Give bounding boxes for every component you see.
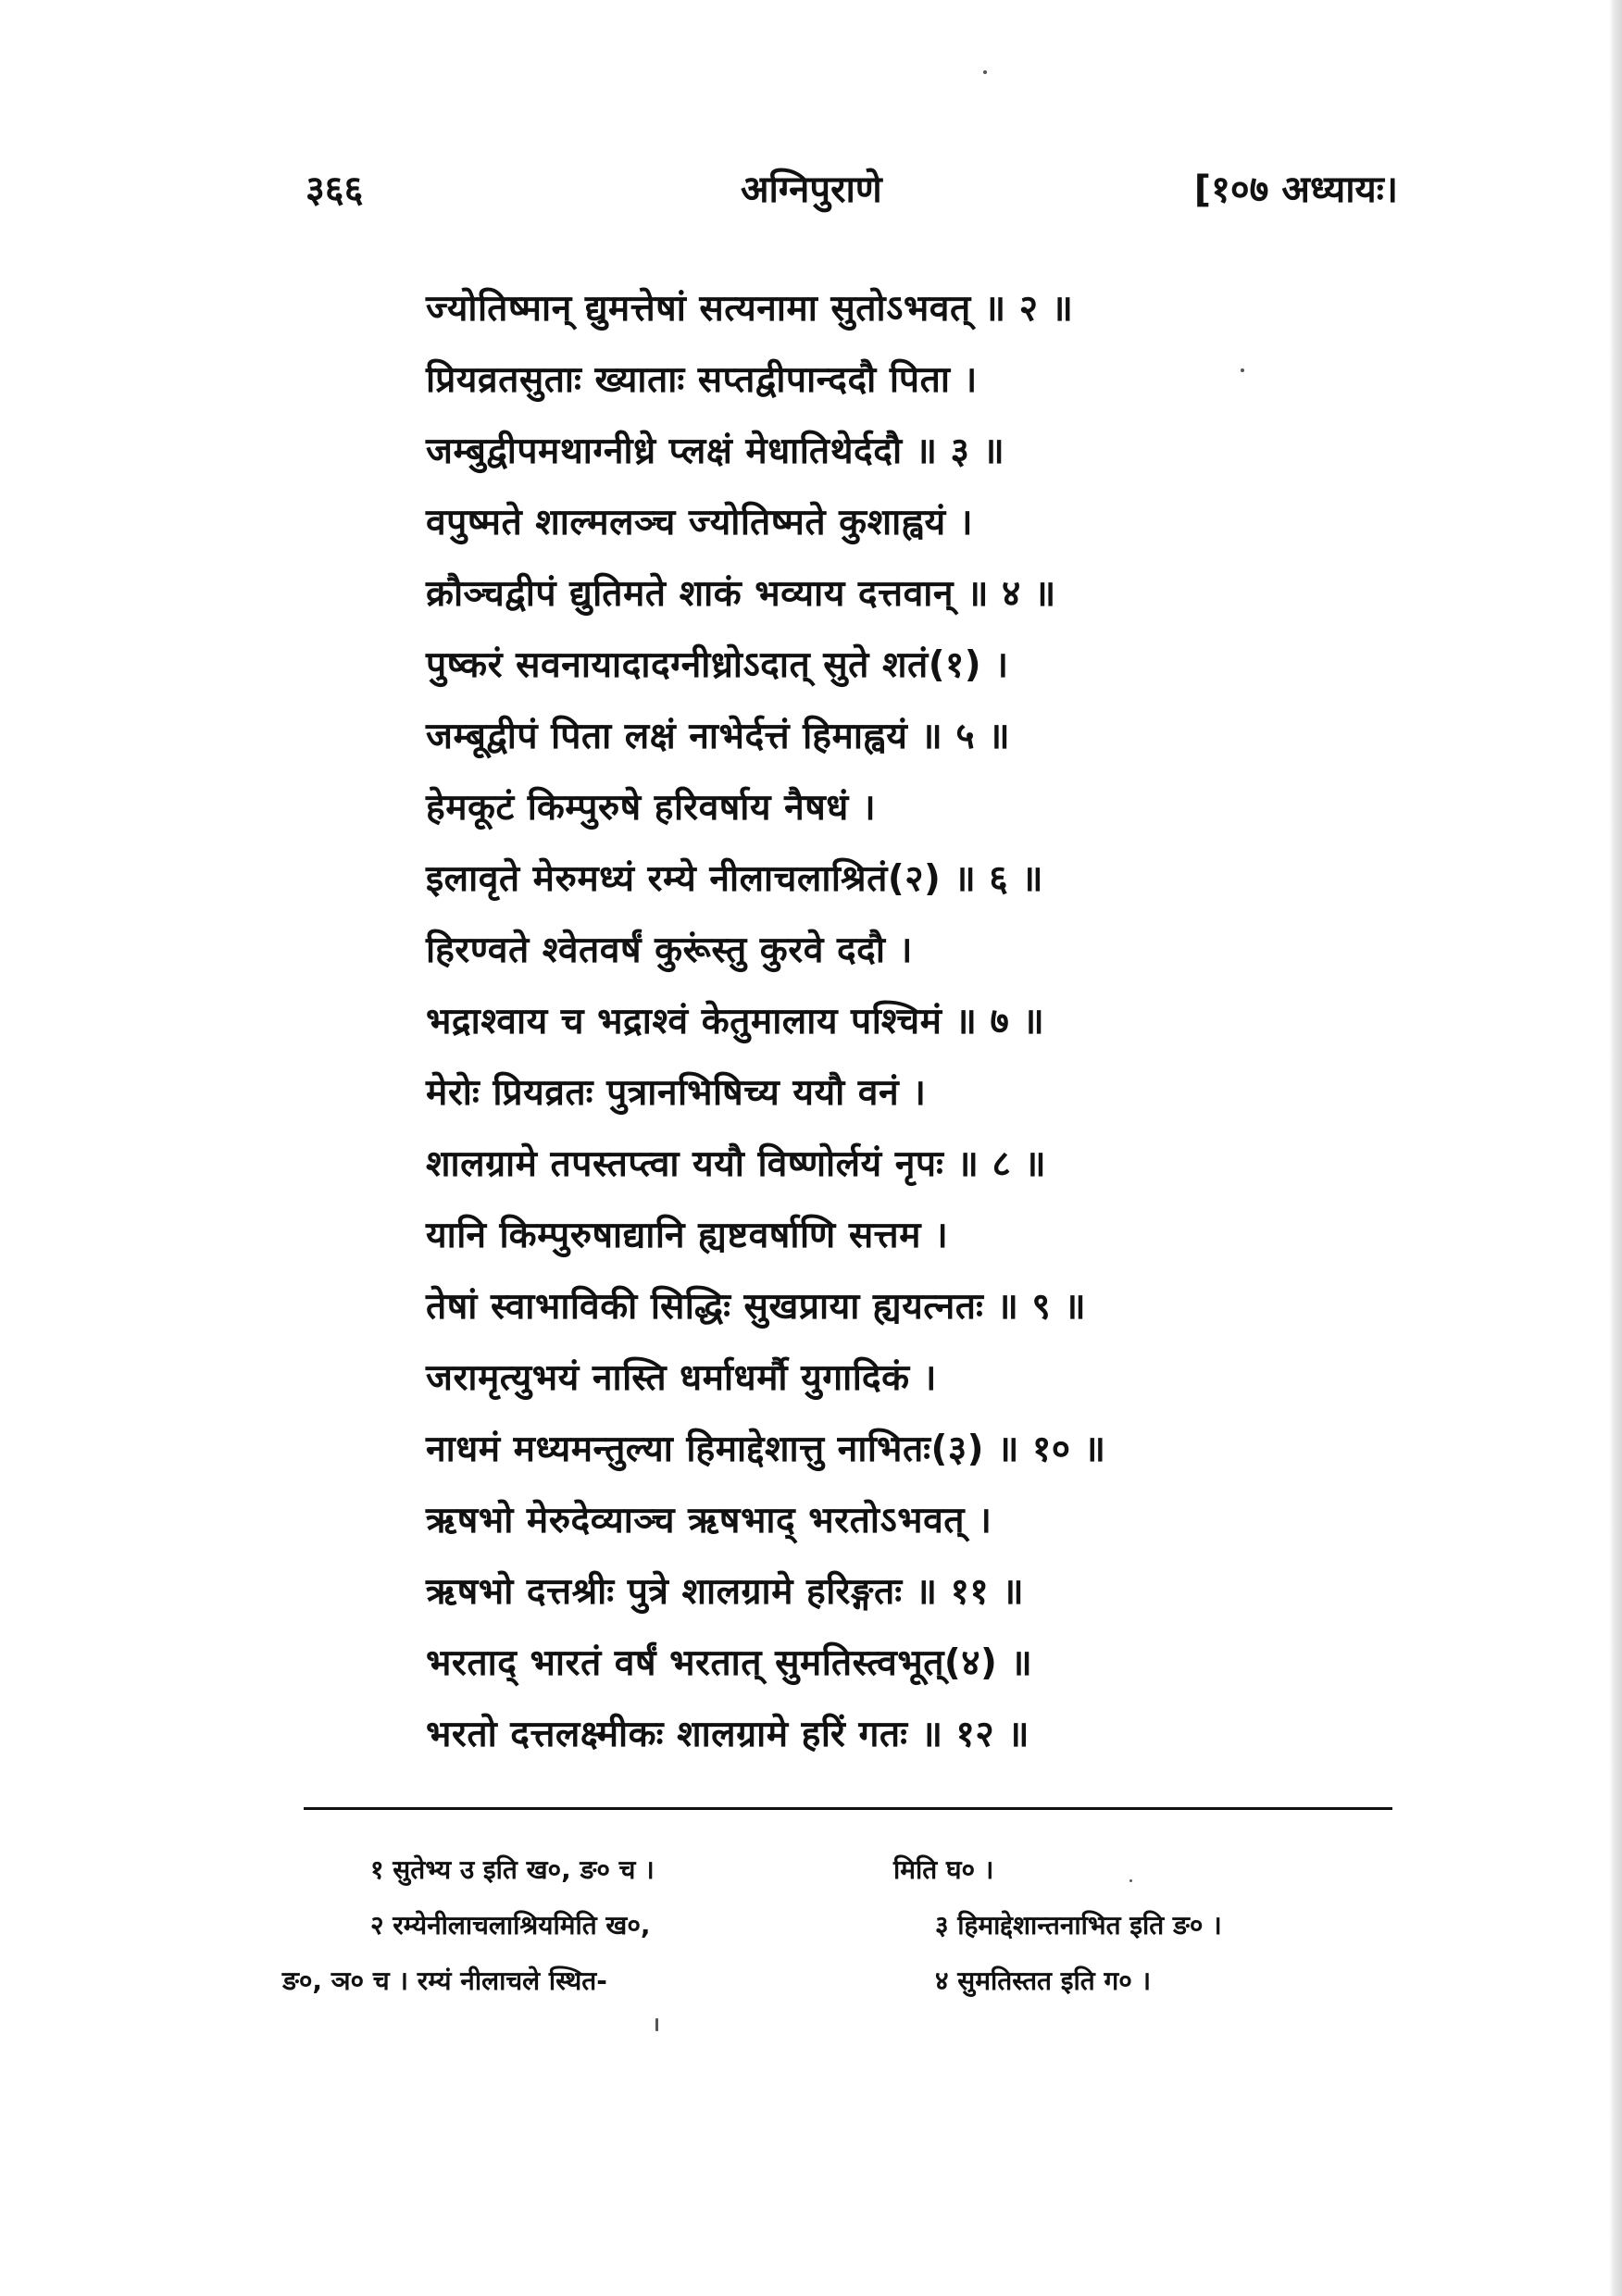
verse-line: जम्बुद्वीपमथाग्नीध्रे प्लक्षं मेधातिथेर्ददौ ॥ ३ ॥ <box>426 430 1005 472</box>
footnote-2-tail: मिति घ० । <box>893 1854 994 1885</box>
verse-line: हेमकूटं किम्पुरुषे हरिवर्षाय नैषधं । <box>426 787 877 829</box>
page-number: ३६६ <box>306 168 364 211</box>
verse-line: भद्राश्वाय च भद्राश्वं केतुमालाय पश्चिमं ॥ ७ ॥ <box>426 1001 1045 1042</box>
footnote-1: १ सुतेभ्य उ इति ख०, ङ० च । <box>370 1854 655 1885</box>
verse-line: प्रियव्रतसुताः ख्याताः सप्तद्वीपान्ददौ पिता । <box>426 359 978 401</box>
verse-line: इलावृते मेरुमध्यं रम्ये नीलाचलाश्रितं(२) ॥ ६ ॥ <box>426 858 1044 900</box>
verse-line: वपुष्मते शाल्मलञ्च ज्योतिष्मते कुशाह्वयं । <box>426 502 974 543</box>
verse-line: मेरोः प्रियव्रतः पुत्रानभिषिच्य ययौ वनं । <box>426 1072 927 1114</box>
scan-speck <box>983 70 987 74</box>
verse-block <box>426 273 1352 1770</box>
scan-edge-shadow <box>1609 0 1622 2296</box>
chapter-marker: [१०७ अध्यायः। <box>1193 168 1398 211</box>
footnote-2: २ रम्येनीलाचलाश्रियमिति ख०, <box>370 1910 651 1940</box>
footnote-divider <box>304 1807 1392 1810</box>
verse-line: ऋषभो मेरुदेव्याञ्च ऋषभाद् भरतोऽभवत् । <box>426 1500 992 1541</box>
scan-speck <box>655 2018 658 2031</box>
footnote-4: ४ सुमतिस्तत इति ग० । <box>935 1965 1152 1996</box>
verse-line: जरामृत्युभयं नास्ति धर्माधर्मौ युगादिकं । <box>426 1357 937 1399</box>
verse-line: जम्बूद्वीपं पिता लक्षं नाभेर्दत्तं हिमाह्वयं ॥ ५ ॥ <box>426 716 1011 757</box>
page-header <box>306 162 1398 218</box>
footnote-3: ३ हिमाद्देशान्तनाभित इति ङ० । <box>935 1910 1222 1940</box>
running-title: अग्निपुराणे <box>741 168 882 211</box>
scan-speck <box>1129 1879 1132 1882</box>
verse-line: भरतो दत्तलक्ष्मीकः शालग्रामे हरिं गतः ॥ १२ ॥ <box>426 1714 1030 1755</box>
verse-line: ज्योतिष्मान् द्युमत्तेषां सत्यनामा सुतोऽभवत् ॥ २ ॥ <box>426 288 1074 330</box>
verse-line: क्रौञ्चद्वीपं द्युतिमते शाकं भव्याय दत्तवान् ॥ ४ ॥ <box>426 573 1056 615</box>
verse-line: ऋषभो दत्तश्रीः पुत्रे शालग्रामे हरिङ्गतः ॥ ११ ॥ <box>426 1571 1025 1613</box>
verse-line: तेषां स्वाभाविकी सिद्धिः सुखप्राया ह्ययत्नतः ॥ ९ ॥ <box>426 1286 1087 1328</box>
verse-line: भरताद् भारतं वर्षं भरतात् सुमतिस्त्वभूत्(४) ॥ <box>426 1642 1033 1684</box>
verse-line: हिरण्वते श्वेतवर्षं कुरूंस्तु कुरवे ददौ । <box>426 930 913 971</box>
verse-line: यानि किम्पुरुषाद्यानि ह्यष्टवर्षाणि सत्तम । <box>426 1215 949 1256</box>
verse-line: नाधमं मध्यमन्तुल्या हिमाद्देशात्तु नाभितः(३) ॥ १० ॥ <box>426 1429 1106 1470</box>
verse-line: पुष्करं सवनायादादग्नीध्रोऽदात् सुते शतं(१) । <box>426 644 1009 686</box>
verse-line: शालग्रामे तपस्तप्त्वा ययौ विष्णोर्लयं नृपः ॥ ८ ॥ <box>426 1143 1047 1185</box>
scan-speck <box>1241 368 1244 372</box>
footnote-2-continued: ङ०, ञ० च । रम्यं नीलाचले स्थित- <box>282 1965 607 1996</box>
